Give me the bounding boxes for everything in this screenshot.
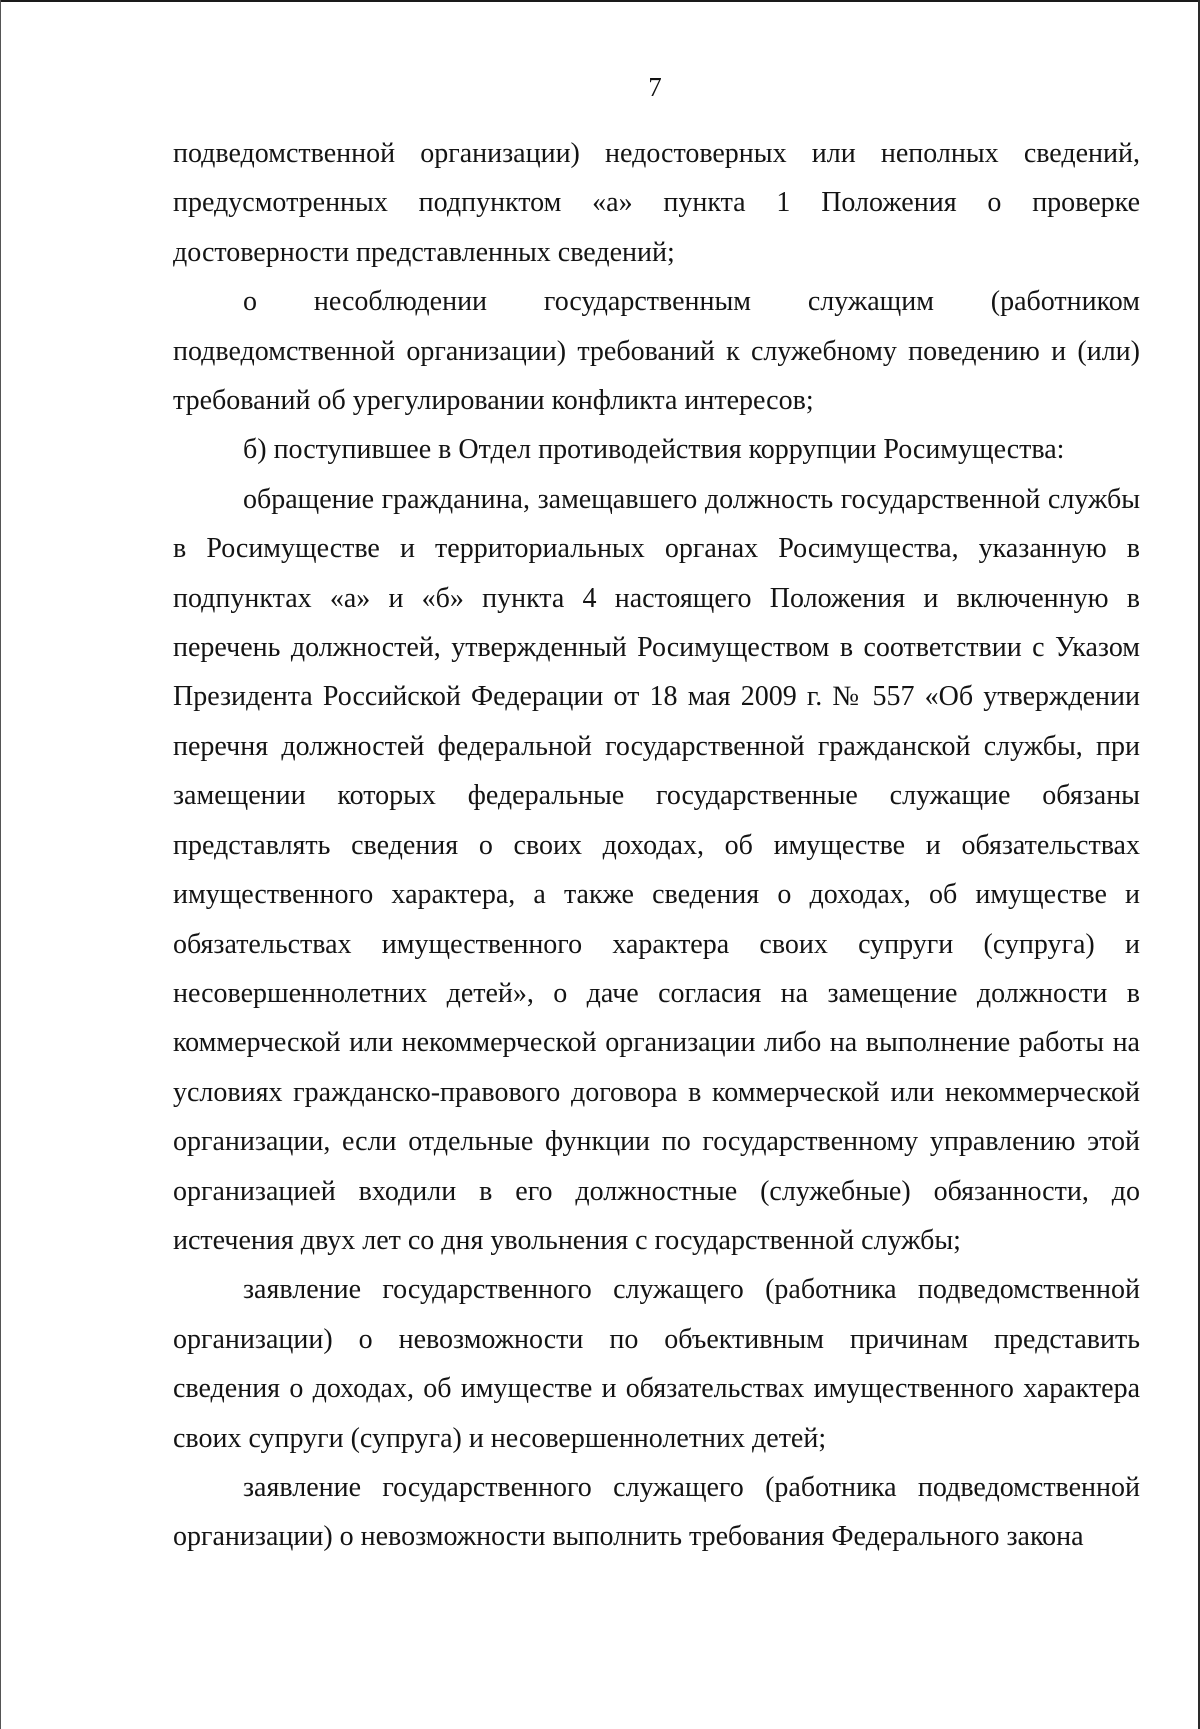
paragraph: б) поступившее в Отдел противодействия коррупции Росимущества: [243, 434, 1065, 466]
paragraph: заявление государственного служащего (работника подведомственной организации) о невозможности выполнить требования Федерального закона [173, 1471, 1140, 1553]
page-number: 7 [648, 72, 662, 102]
paragraph: о несоблюдении государственным служащим (работником подведомственной организации) требований к служебному поведению и (или) требований об урегулировании конфликта интересов; [173, 286, 1140, 417]
document-body [173, 129, 1140, 1562]
paragraph-continued: подведомственной организации) недостоверных или неполных сведений, предусмотренных подпунктом «а» пункта 1 Положения о проверке достоверности представленных сведений; [173, 138, 1140, 268]
paragraph: обращение гражданина, замещавшего должность государственной службы в Росимуществе и территориальных органах Росимущества, указанную в подпунктах «а» и «б» пункта 4 настоящего Положения и включенную в перечень должностей, утвержденный Росимуществом в соответствии с Указом Президента Российской Федерации от 18 мая 2009 г. № 557 «Об утверждении перечня должностей федеральной государственной гражданской службы, при замещении которых федеральные государственные служащие обязаны представлять сведения о своих доходах, об имуществе и обязательствах имущественного характера, а также сведения о доходах, об имуществе и обязательствах имущественного характера своих супруги (супруга) и несовершеннолетних детей», о даче согласия на замещение должности в коммерческой или некоммерческой организации либо на выполнение работы на условиях гражданско-правового договора в коммерческой или некоммерческой организации, если отдельные функции по государственному управлению этой организацией входили в его должностные (служебные) обязанности, до истечения двух лет со дня увольнения с государственной службы; [173, 483, 1140, 1256]
scan-border-left [0, 0, 1, 1729]
scan-border-top [0, 0, 1200, 2]
paragraph: заявление государственного служащего (работника подведомственной организации) о невозможности по объективным причинам представить сведения о доходах, об имуществе и обязательствах имущественного характера своих супруги (супруга) и несовершеннолетних детей; [173, 1274, 1140, 1454]
